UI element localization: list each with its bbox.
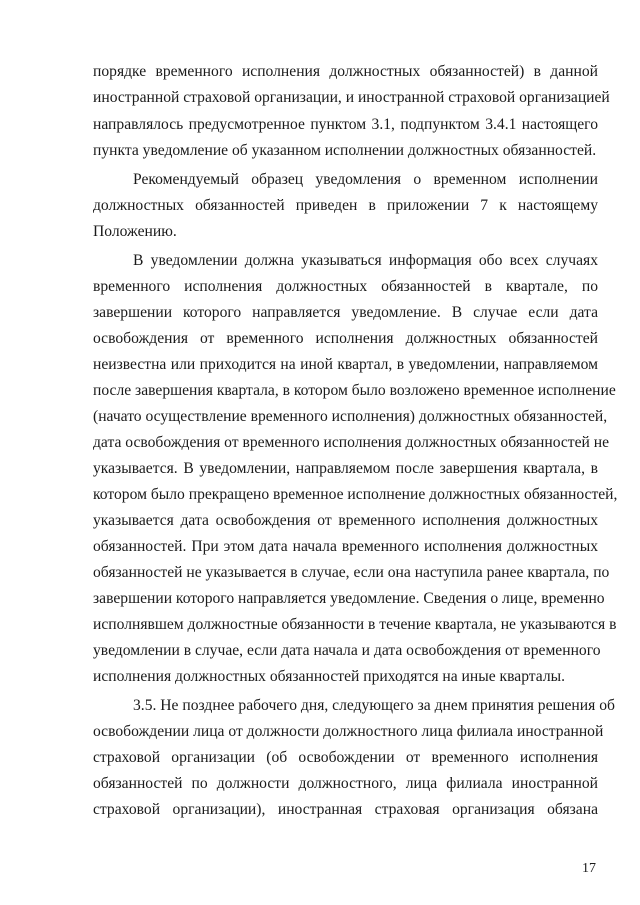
- text-line: 3.5. Не позднее рабочего дня, следующего за днем принятия решения об: [133, 697, 615, 714]
- text-line: направлялось предусмотренное пунктом 3.1, подпунктом 3.4.1 настоящего: [93, 116, 598, 133]
- text-line: (начато осуществление временного исполнения) должностных обязанностей,: [93, 408, 608, 425]
- text-line: указывается дата освобождения от временного исполнения должностных: [93, 512, 598, 529]
- text-line: дата освобождения от временного исполнения должностных обязанностей не: [93, 434, 610, 451]
- text-line: пункта уведомление об указанном исполнении должностных обязанностей.: [93, 142, 597, 159]
- text-line: порядке временного исполнения должностных обязанностей) в данной: [93, 63, 598, 80]
- text-line: обязанностей по должности должностного, лица филиала иностранной: [93, 775, 598, 792]
- text-line: обязанностей не указывается в случае, если она наступила ранее квартала, по: [93, 564, 610, 581]
- text-line: должностных обязанностей приведен в приложении 7 к настоящему: [93, 197, 598, 214]
- text-line: исполнения должностных обязанностей приходятся на иные кварталы.: [93, 668, 566, 685]
- text-line: неизвестна или приходится на иной квартал, в уведомлении, направляемом: [93, 356, 598, 373]
- text-line: освобождения от временного исполнения должностных обязанностей: [93, 330, 598, 347]
- text-line: указывается. В уведомлении, направляемом после завершения квартала, в: [93, 460, 598, 477]
- text-line: иностранной страховой организации, и иностранной страховой организацией: [93, 89, 610, 106]
- text-line: завершении которого направляется уведомление. Сведения о лице, временно: [93, 590, 605, 607]
- text-line: Положению.: [93, 223, 177, 240]
- text-line: освобождении лица от должности должностного лица филиала иностранной: [93, 723, 604, 740]
- text-line: страховой организации (об освобождении от временного исполнения: [93, 749, 598, 766]
- text-line: после завершения квартала, в котором было возложено временное исполнение: [93, 382, 616, 399]
- text-line: временного исполнения должностных обязанностей в квартале, по: [93, 278, 598, 295]
- text-line: завершении которого направляется уведомление. В случае если дата: [93, 304, 598, 321]
- text-line: страховой организации), иностранная страховая организация обязана: [93, 801, 598, 818]
- text-line: уведомлении в случае, если дата начала и дата освобождения от временного: [93, 642, 601, 659]
- text-line: исполнявшем должностные обязанности в течение квартала, не указываются в: [93, 616, 617, 633]
- text-line: котором было прекращено временное исполнение должностных обязанностей,: [93, 486, 618, 503]
- text-line: обязанностей. При этом дата начала временного исполнения должностных: [93, 538, 598, 555]
- page-number: 17: [582, 861, 596, 876]
- text-line: Рекомендуемый образец уведомления о временном исполнении: [133, 171, 598, 188]
- text-line: В уведомлении должна указываться информация обо всех случаях: [133, 252, 598, 269]
